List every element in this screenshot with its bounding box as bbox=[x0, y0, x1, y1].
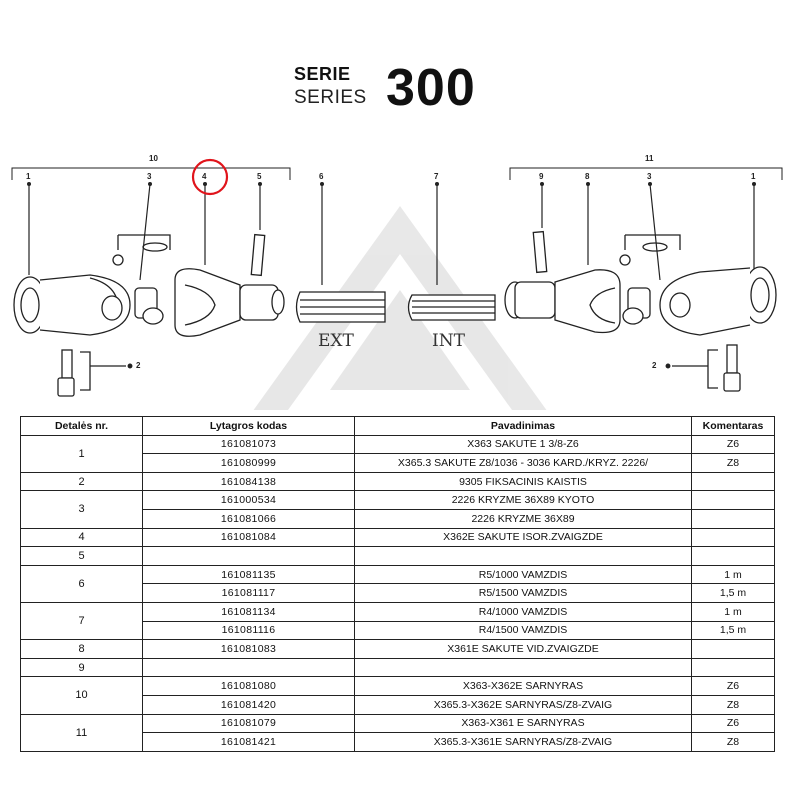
code-cell: 161081420 bbox=[143, 695, 355, 714]
callout-9: 9 bbox=[539, 172, 544, 181]
locking-pin-right bbox=[666, 345, 740, 391]
table-row bbox=[21, 491, 775, 510]
col-header-detail-nr: Detalės nr. bbox=[21, 417, 143, 436]
table-row bbox=[21, 658, 775, 677]
name-cell: X362E SAKUTE ISOR.ZVAIGZDE bbox=[355, 528, 692, 547]
code-cell: 161081084 bbox=[143, 528, 355, 547]
callout-5: 5 bbox=[257, 172, 262, 181]
col-header-code: Lytagros kodas bbox=[143, 417, 355, 436]
callout-8: 8 bbox=[585, 172, 590, 181]
callout-10: 10 bbox=[149, 154, 158, 163]
code-cell: 161081135 bbox=[143, 565, 355, 584]
series-number: 300 bbox=[386, 59, 476, 117]
callout-6: 6 bbox=[319, 172, 324, 181]
callout-2-right: 2 bbox=[652, 361, 657, 370]
int-label: INT bbox=[432, 331, 465, 351]
callout-1-left: 1 bbox=[26, 172, 31, 181]
serie-label: SERIE bbox=[294, 64, 351, 84]
group-bracket-11 bbox=[510, 168, 782, 180]
code-cell bbox=[143, 547, 355, 566]
detail-nr-cell: 9 bbox=[21, 658, 143, 677]
highlight-circle bbox=[193, 160, 227, 194]
comment-cell: Z6 bbox=[692, 714, 775, 733]
name-cell: X363-X362E SARNYRAS bbox=[355, 677, 692, 696]
name-cell: X363-X361 E SARNYRAS bbox=[355, 714, 692, 733]
pin-part-9 bbox=[533, 232, 546, 273]
comment-cell bbox=[692, 509, 775, 528]
detail-nr-cell: 10 bbox=[21, 677, 143, 714]
name-cell: X365.3-X362E SARNYRAS/Z8-ZVAIG bbox=[355, 695, 692, 714]
code-cell: 161081083 bbox=[143, 640, 355, 659]
table-row bbox=[21, 435, 775, 454]
comment-cell: Z8 bbox=[692, 695, 775, 714]
tube-ext-part-6 bbox=[297, 292, 386, 322]
comment-cell bbox=[692, 472, 775, 491]
name-cell: 2226 KRYZME 36X89 KYOTO bbox=[355, 491, 692, 510]
name-cell: R4/1500 VAMZDIS bbox=[355, 621, 692, 640]
col-header-name: Pavadinimas bbox=[355, 417, 692, 436]
col-header-comment: Komentaras bbox=[692, 417, 775, 436]
callout-7: 7 bbox=[434, 172, 439, 181]
series-heading bbox=[290, 58, 550, 118]
left-outer-yoke bbox=[14, 275, 130, 335]
table-header-row bbox=[21, 417, 775, 436]
right-outer-yoke bbox=[660, 267, 776, 335]
comment-cell: Z6 bbox=[692, 677, 775, 696]
code-cell: 161081116 bbox=[143, 621, 355, 640]
detail-nr-cell: 11 bbox=[21, 714, 143, 751]
name-cell: X365.3-X361E SARNYRAS/Z8-ZVAIG bbox=[355, 733, 692, 752]
name-cell: 2226 KRYZME 36X89 bbox=[355, 509, 692, 528]
name-cell: X361E SAKUTE VID.ZVAIGZDE bbox=[355, 640, 692, 659]
name-cell: R5/1000 VAMZDIS bbox=[355, 565, 692, 584]
table-row bbox=[21, 640, 775, 659]
comment-cell: Z6 bbox=[692, 435, 775, 454]
comment-cell bbox=[692, 658, 775, 677]
comment-cell: Z8 bbox=[692, 733, 775, 752]
name-cell: X363 SAKUTE 1 3/8-Z6 bbox=[355, 435, 692, 454]
detail-nr-cell: 8 bbox=[21, 640, 143, 659]
callout-2-left: 2 bbox=[136, 361, 141, 370]
table-row bbox=[21, 565, 775, 584]
table-row bbox=[21, 602, 775, 621]
detail-nr-cell: 5 bbox=[21, 547, 143, 566]
exploded-parts-diagram bbox=[0, 140, 800, 410]
name-cell bbox=[355, 658, 692, 677]
code-cell: 161081080 bbox=[143, 677, 355, 696]
name-cell: 9305 FIKSACINIS KAISTIS bbox=[355, 472, 692, 491]
callout-1-right: 1 bbox=[751, 172, 756, 181]
tube-int-part-7 bbox=[409, 295, 496, 320]
detail-nr-cell: 2 bbox=[21, 472, 143, 491]
callout-3-right: 3 bbox=[647, 172, 652, 181]
table-row bbox=[21, 528, 775, 547]
name-cell: R5/1500 VAMZDIS bbox=[355, 584, 692, 603]
comment-cell bbox=[692, 491, 775, 510]
comment-cell: 1,5 m bbox=[692, 584, 775, 603]
comment-cell bbox=[692, 547, 775, 566]
comment-cell: 1 m bbox=[692, 565, 775, 584]
locking-pin-left bbox=[58, 350, 132, 396]
ext-label: EXT bbox=[318, 331, 354, 351]
detail-nr-cell: 3 bbox=[21, 491, 143, 528]
code-cell: 161081134 bbox=[143, 602, 355, 621]
callout-3-left: 3 bbox=[147, 172, 152, 181]
code-cell: 161084138 bbox=[143, 472, 355, 491]
comment-cell bbox=[692, 640, 775, 659]
code-cell: 161000534 bbox=[143, 491, 355, 510]
diagram-drawing bbox=[0, 140, 800, 410]
table-row bbox=[21, 547, 775, 566]
code-cell bbox=[143, 658, 355, 677]
detail-nr-cell: 4 bbox=[21, 528, 143, 547]
table-row bbox=[21, 714, 775, 733]
detail-nr-cell: 7 bbox=[21, 602, 143, 639]
inner-yoke-part-8 bbox=[505, 270, 620, 333]
table-row bbox=[21, 472, 775, 491]
comment-cell: Z8 bbox=[692, 454, 775, 473]
comment-cell: 1,5 m bbox=[692, 621, 775, 640]
name-cell: R4/1000 VAMZDIS bbox=[355, 602, 692, 621]
code-cell: 161081066 bbox=[143, 509, 355, 528]
table-body bbox=[21, 435, 775, 751]
table-row bbox=[21, 677, 775, 696]
inner-yoke-part-4 bbox=[175, 269, 284, 337]
code-cell: 161081421 bbox=[143, 733, 355, 752]
name-cell: X365.3 SAKUTE Z8/1036 - 3036 KARD./KRYZ. 2226/ bbox=[355, 454, 692, 473]
code-cell: 161081117 bbox=[143, 584, 355, 603]
comment-cell: 1 m bbox=[692, 602, 775, 621]
callout-4: 4 bbox=[202, 172, 207, 181]
name-cell bbox=[355, 547, 692, 566]
callout-11: 11 bbox=[645, 154, 654, 163]
comment-cell bbox=[692, 528, 775, 547]
parts-table bbox=[20, 416, 775, 752]
code-cell: 161080999 bbox=[143, 454, 355, 473]
code-cell: 161081073 bbox=[143, 435, 355, 454]
detail-nr-cell: 6 bbox=[21, 565, 143, 602]
code-cell: 161081079 bbox=[143, 714, 355, 733]
series-label: SERIES bbox=[294, 87, 367, 108]
pin-part-5 bbox=[251, 235, 264, 276]
detail-nr-cell: 1 bbox=[21, 435, 143, 472]
